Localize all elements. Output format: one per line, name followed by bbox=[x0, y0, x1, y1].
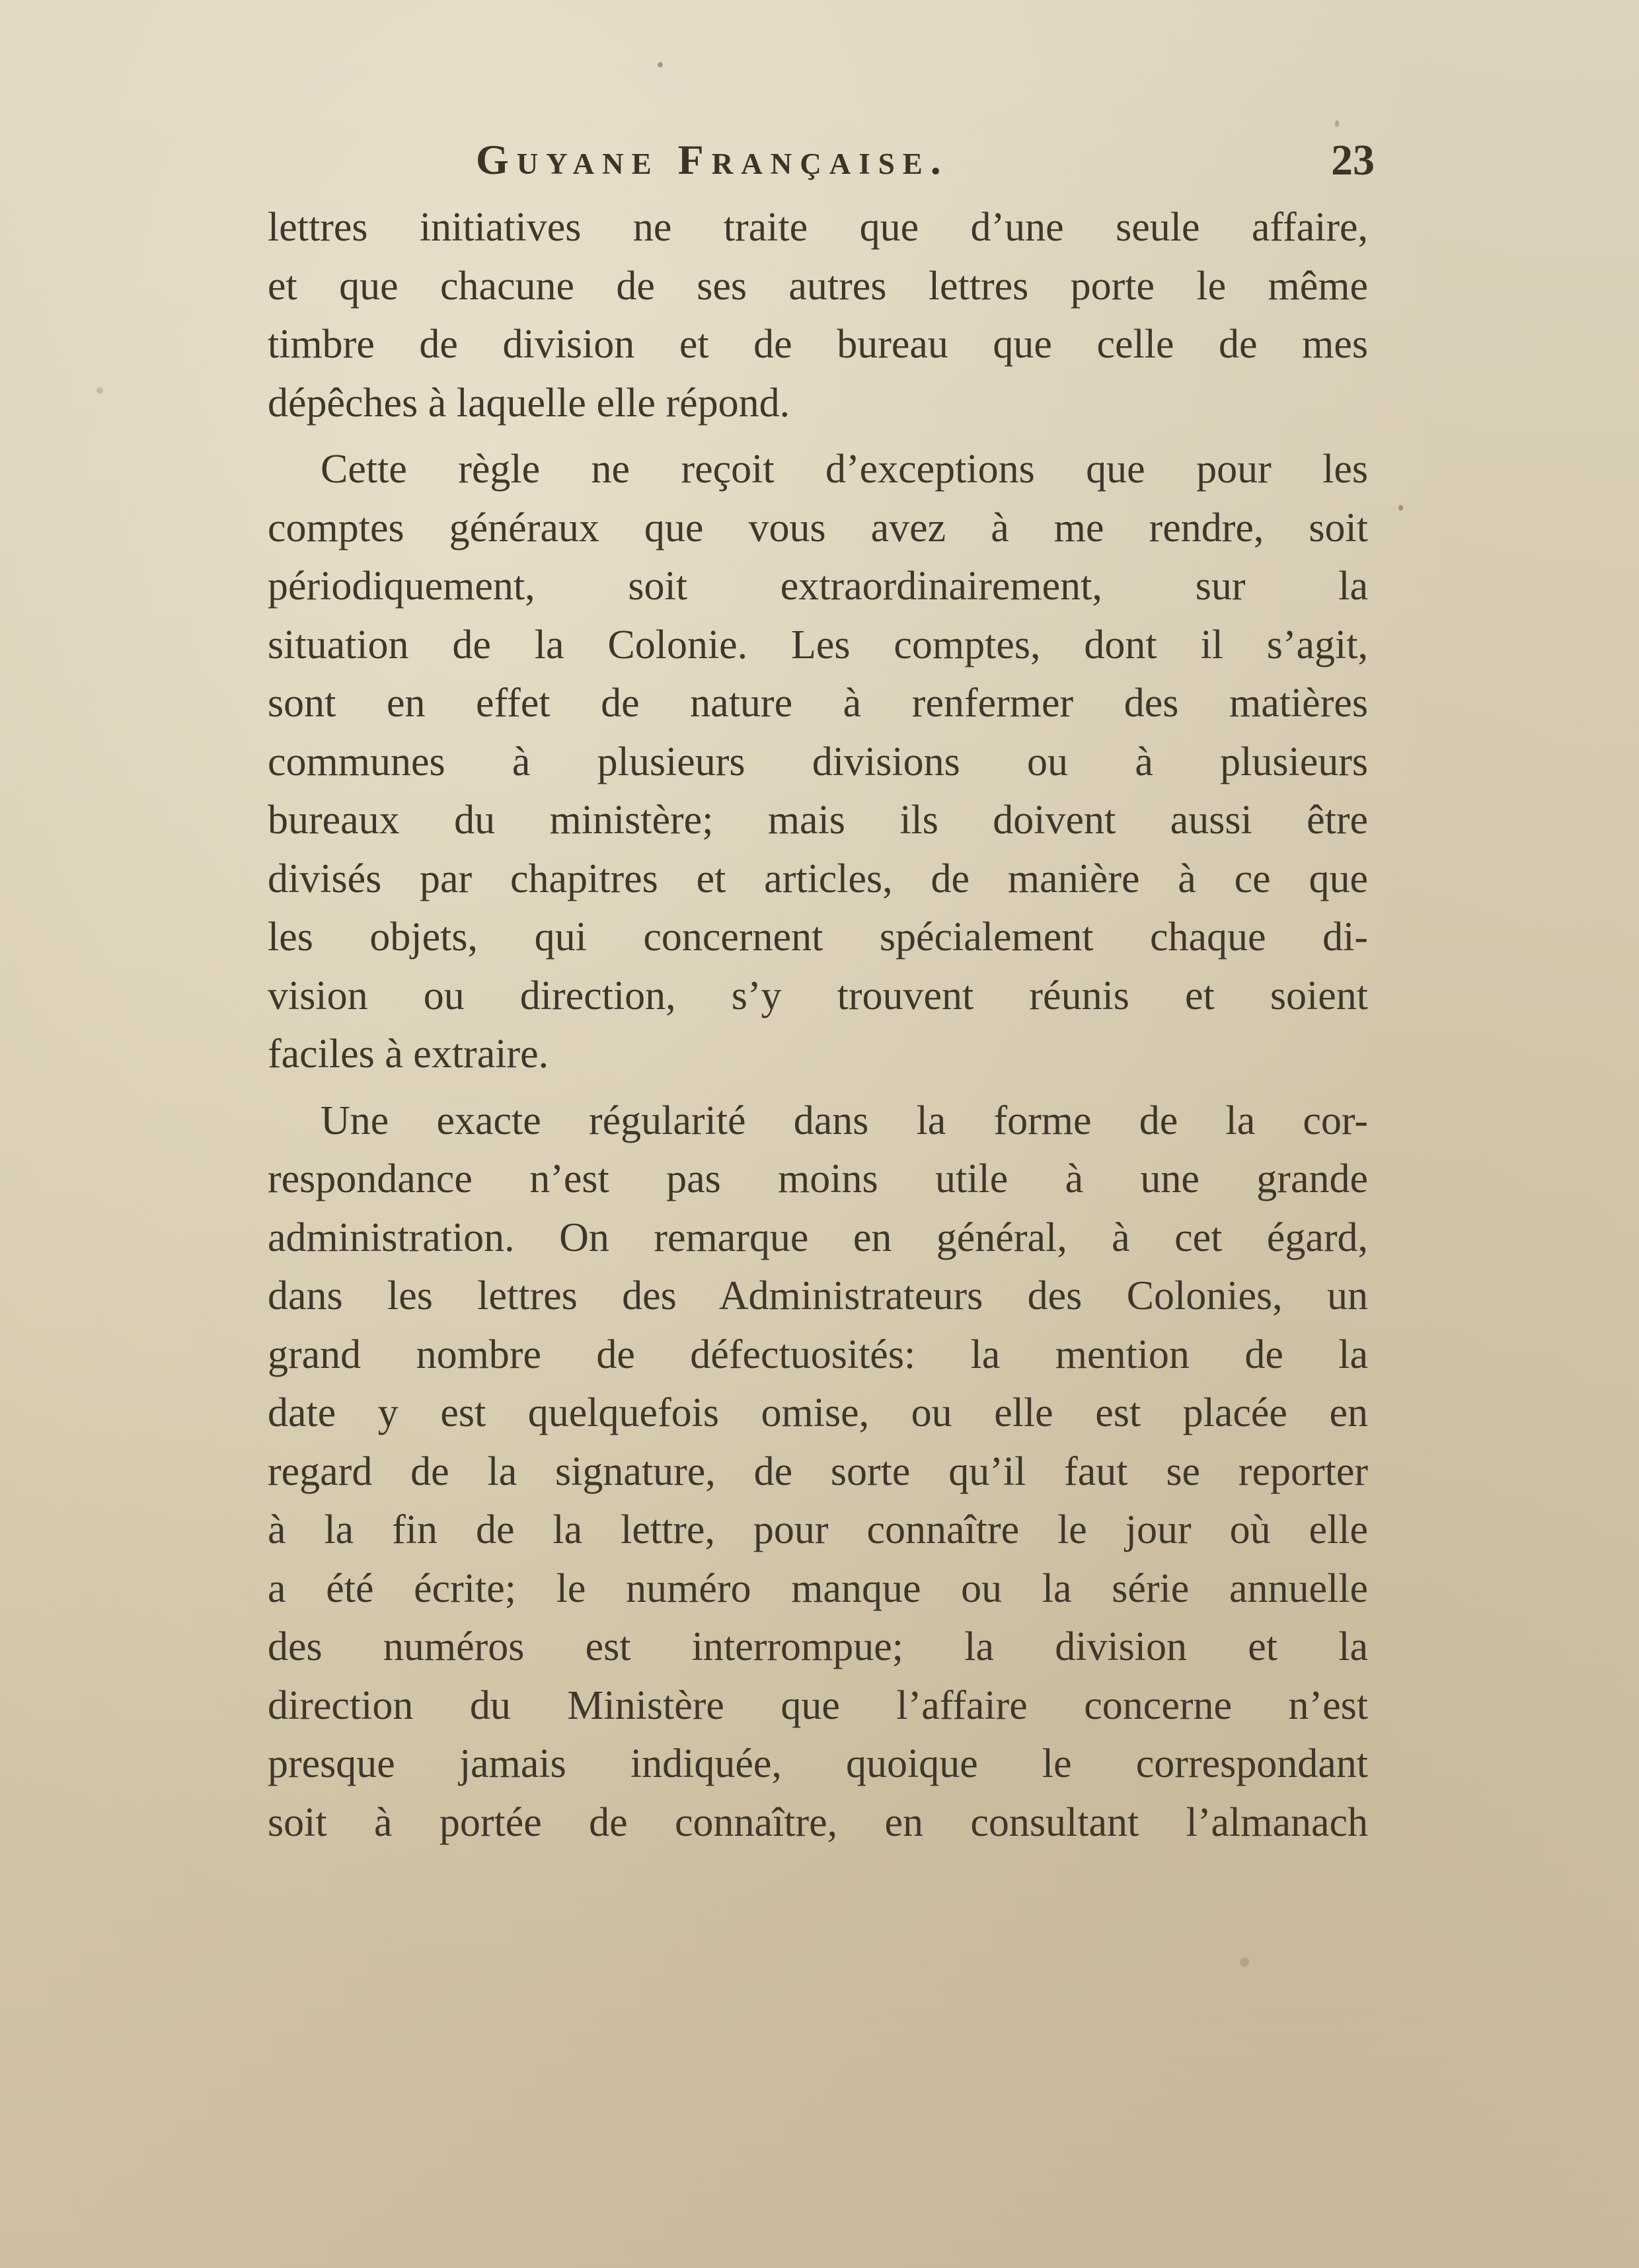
text-line: Une exacte régularité dans la forme de la cor- bbox=[321, 1098, 1368, 1143]
text-line: grand nombre de défectuosités: la mention de la bbox=[268, 1332, 1368, 1377]
ink-speck bbox=[658, 62, 663, 67]
text-line: respondance n’est pas moins utile à une grande bbox=[268, 1156, 1368, 1201]
text-line: comptes généraux que vous avez à me rendre, soit bbox=[268, 505, 1368, 550]
text-line: administration. On remarque en général, à cet égard, bbox=[268, 1215, 1368, 1260]
ink-speck bbox=[1240, 1957, 1249, 1967]
text-line: regard de la signature, de sorte qu’il faut se reporter bbox=[268, 1449, 1368, 1494]
text-line: et que chacune de ses autres lettres porte le même bbox=[268, 263, 1368, 309]
page-number: 23 bbox=[1331, 136, 1375, 184]
body-text bbox=[268, 198, 1368, 1852]
text-line: divisés par chapitres et articles, de manière à ce que bbox=[268, 856, 1368, 901]
text-line: les objets, qui concernent spécialement chaque di- bbox=[268, 915, 1368, 960]
text-line: dépêches à laquelle elle répond. bbox=[268, 380, 790, 426]
text-line: vision ou direction, s’y trouvent réunis et soient bbox=[268, 973, 1368, 1018]
ink-speck bbox=[1398, 505, 1403, 511]
text-line: timbre de division et de bureau que celle de mes bbox=[268, 322, 1368, 367]
text-line: presque jamais indiquée, quoique le correspondant bbox=[268, 1741, 1368, 1786]
text-line: communes à plusieurs divisions ou à plusieurs bbox=[268, 739, 1368, 784]
text-line: des numéros est interrompue; la division et la bbox=[268, 1624, 1368, 1669]
text-line: Cette règle ne reçoit d’exceptions que pour les bbox=[321, 447, 1368, 492]
text-line: situation de la Colonie. Les comptes, dont il s’agit, bbox=[268, 622, 1368, 667]
text-line: périodiquement, soit extraordinairement, sur la bbox=[268, 564, 1368, 609]
text-line: direction du Ministère que l’affaire concerne n’est bbox=[268, 1682, 1368, 1728]
text-line: sont en effet de nature à renfermer des matières bbox=[268, 681, 1368, 726]
text-line: lettres initiatives ne traite que d’une seule affaire, bbox=[268, 205, 1368, 250]
text-line: dans les lettres des Administrateurs des Colonies, un bbox=[268, 1273, 1368, 1318]
text-line: à la fin de la lettre, pour connaître le jour où elle bbox=[268, 1507, 1368, 1552]
running-title: Guyane Française. bbox=[476, 136, 949, 183]
text-line: a été écrite; le numéro manque ou la série annuelle bbox=[268, 1566, 1368, 1611]
ink-speck bbox=[96, 387, 103, 394]
ink-speck bbox=[1335, 120, 1339, 127]
running-header bbox=[264, 135, 1375, 195]
text-line: date y est quelquefois omise, ou elle est placée en bbox=[268, 1390, 1368, 1435]
text-line: soit à portée de connaître, en consultant l’almanach bbox=[268, 1799, 1368, 1845]
text-line: bureaux du ministère; mais ils doivent aussi être bbox=[268, 798, 1368, 843]
text-line: faciles à extraire. bbox=[268, 1032, 549, 1077]
